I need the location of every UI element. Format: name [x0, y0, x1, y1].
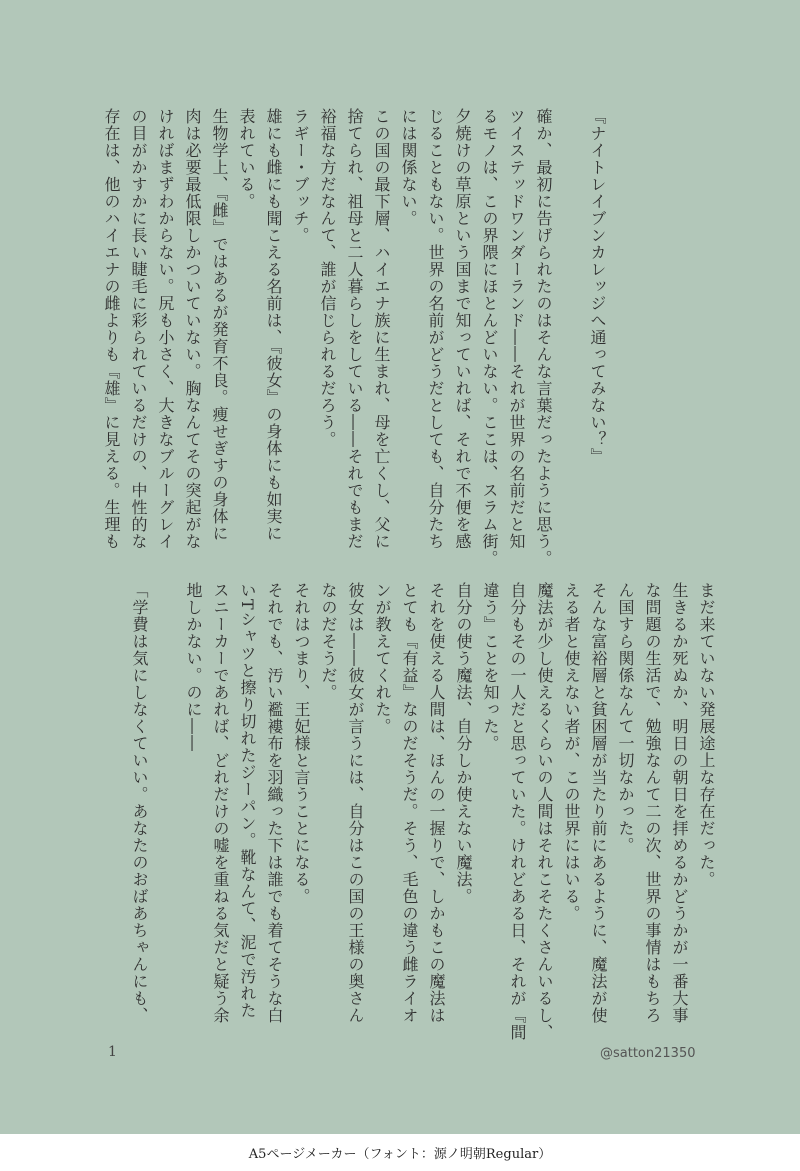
text-line: 『ナイトレイブンカレッジへ通ってみない？』 — [588, 108, 607, 465]
text-line: 「学費は気にしなくていい。あなたのおばあちゃんにも、 — [130, 582, 149, 1024]
text-line: 表れている。 — [237, 108, 256, 210]
text-line: 魔法が少し使えるくらいの人間はそれこそたくさんいるし、 — [535, 582, 554, 1041]
text-line: 自分もその一人だと思っていた。けれどある日、それが『間 — [508, 582, 527, 1041]
text-line: 彼女は――彼女が言うには、自分はこの国の王様の奥さん — [346, 582, 365, 1024]
text-line: 捨てられ、祖母と二人暮らしをしている――それでもまだ — [345, 108, 364, 550]
text-line: ラギー・ブッチ。 — [291, 108, 310, 244]
text-line: スニーカーであれば、どれだけの嘘を重ねる気だと疑う余 — [211, 582, 230, 1024]
text-line: まだ来ていない発展途上な存在だった。 — [697, 582, 716, 888]
page-number: 1 — [108, 1044, 117, 1060]
footer-caption: A5ページメーカー（フォント：源ノ明朝Regular） — [248, 1147, 552, 1162]
text-line: ンが教えてくれた。 — [373, 582, 392, 735]
text-line: 自分の使う魔法、自分しか使えない魔法。 — [454, 582, 473, 905]
blank-line — [153, 582, 180, 1002]
text-line: 確か、最初に告げられたのはそんな言葉だったように思う。 — [534, 108, 553, 567]
text-line: える者と使えない者が、この世界にはいる。 — [562, 582, 581, 922]
text-line: 違う』ことを知った。 — [481, 582, 500, 752]
text-line: な問題の生活で、勉強なんて二の次、世界の事情はもちろ — [643, 582, 662, 1024]
text-line: ん国すら関係なんて一切なかった。 — [616, 582, 635, 854]
text-line: 地しかない。のに―― — [184, 582, 203, 752]
text-line: そんな富裕層と貧困層が当たり前にあるように、魔法が使 — [589, 582, 608, 1024]
text-line: 肉は必要最低限しかついていない。胸なんてその突起がな — [183, 108, 202, 550]
text-line: の目がかすかに長い睫毛に彩られているだけの、中性的な — [129, 108, 148, 550]
blank-line — [557, 108, 584, 568]
text-line: ければまずわからない。尻も小さく、大きなブルーグレイ — [156, 108, 175, 550]
text-line: じることもない。世界の名前がどうだとしても、自分たち — [426, 108, 445, 550]
text-line: には関係ない。 — [399, 108, 418, 227]
text-line: 雄にも雌にも聞こえる名前は、『彼女』の身体にも如実に — [264, 108, 283, 542]
text-line: それを使える人間は、ほんの一握りで、しかもこの魔法は — [427, 582, 446, 1024]
author-handle: @satton21350 — [600, 1046, 696, 1061]
text-line: いTシャツと擦り切れたジーパン。靴なんて、泥で汚れた — [238, 582, 257, 1019]
upper-text-block — [102, 108, 611, 568]
text-line: ツイステッドワンダーランド――それが世界の名前だと知 — [507, 108, 526, 550]
text-line: それでも、汚い襤褸布を羽織った下は誰でも着てそうな白 — [265, 582, 284, 1024]
text-line: 裕福な方だなんて、誰が信じられるだろう。 — [318, 108, 337, 448]
text-line: なのだそうだ。 — [319, 582, 338, 701]
text-line: 生きるか死ぬか、明日の朝日を拝めるかどうかが一番大事 — [670, 582, 689, 1024]
footer-bar — [0, 1134, 800, 1171]
text-line: るモノは、この界隈にほとんどいない。ここは、スラム街。 — [480, 108, 499, 567]
text-line: 存在は、他のハイエナの雌よりも『雄』に見える。生理も — [102, 108, 121, 550]
text-line: それはつまり、王妃様と言うことになる。 — [292, 582, 311, 905]
text-line: とても『有益』なのだそうだ。そう、毛色の違う雌ライオ — [400, 582, 419, 1024]
text-line: この国の最下層、ハイエナ族に生まれ、母を亡くし、父に — [372, 108, 391, 550]
text-line: 生物学上、『雌』ではあるが発育不良。痩せぎすの身体に — [210, 108, 229, 542]
text-line: 夕焼けの草原という国まで知っていれば、それで不便を感 — [453, 108, 472, 550]
lower-text-block — [80, 582, 720, 1041]
